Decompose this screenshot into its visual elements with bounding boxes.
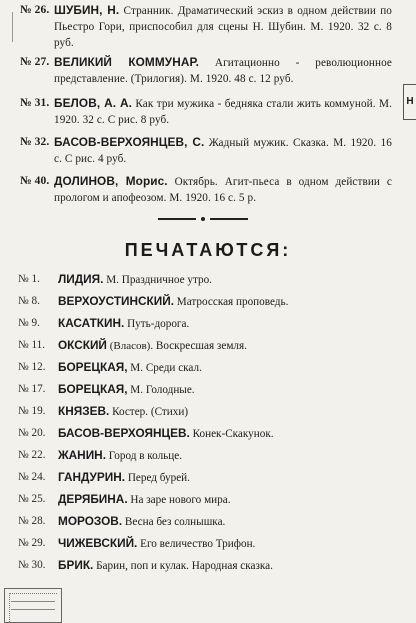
item-number: № 12. (18, 361, 46, 373)
item-number: № 8. (18, 295, 40, 307)
entry-number: № 32. (20, 136, 50, 148)
item-number: № 28. (18, 515, 46, 527)
item-author: ВЕРХОУСТИНСКИЙ. (58, 294, 174, 308)
item-number: № 24. (18, 471, 46, 483)
list-item (18, 312, 398, 334)
entry-description: Октябрь. Агит-пьеса в одном действии с прологом и апофеозом. М. 1920. 16 с. 5 р. (54, 176, 392, 204)
divider-dot (201, 217, 205, 221)
item-title: Его величество Трифон. (140, 538, 256, 550)
item-title: Город в кольце. (108, 450, 183, 462)
item-title: Конек-Скакунок. (192, 428, 274, 440)
item-title: М. Среди скал. (130, 362, 202, 374)
entry-description: Как три мужика - бедняка стали жить коммуной. М. 1920. 32 с. С рис. 8 руб. (54, 98, 392, 126)
list-item (18, 554, 398, 576)
published-entry (20, 134, 392, 167)
list-item (18, 488, 398, 510)
item-number: № 30. (18, 559, 46, 571)
entry-description: Странник. Драматический эскиз в одном действии по Пьестро Гори, приспособил для сцены Н. Шубин. М. 1920. 32 с. 8 руб. (54, 5, 392, 49)
list-item (18, 422, 398, 444)
item-title: Барин, поп и кулак. Народная сказка. (96, 560, 273, 572)
item-title: Весна без солнышка. (124, 516, 226, 528)
entry-author: БАСОВ-ВЕРХОЯНЦЕВ, С. (54, 135, 205, 149)
item-number: № 22. (18, 449, 46, 461)
list-item (18, 268, 398, 290)
stamp-line (11, 609, 55, 610)
entry-author: ВЕЛИКИЙ КОММУНАР. (54, 55, 200, 69)
item-number: № 29. (18, 537, 46, 549)
stamp-line (11, 601, 55, 602)
list-item (18, 532, 398, 554)
list-item (18, 334, 398, 356)
item-title: М. Голодные. (130, 384, 195, 396)
item-number: № 1. (18, 273, 40, 285)
divider-bar-right (210, 218, 248, 220)
item-author: ДЕРЯБИНА. (58, 492, 128, 506)
entry-author: ДОЛИНОВ, Морис. (54, 174, 168, 188)
item-number: № 19. (18, 405, 46, 417)
item-number: № 9. (18, 317, 40, 329)
item-author: БАСОВ-ВЕРХОЯНЦЕВ. (58, 426, 190, 440)
published-entry (20, 2, 392, 51)
item-author: КАСАТКИН. (58, 316, 125, 330)
item-title: Воскресшая земля. (155, 340, 247, 352)
list-item (18, 466, 398, 488)
side-tab-box: Н (403, 84, 416, 120)
library-stamp (4, 588, 62, 623)
item-author: МОРОЗОВ. (58, 514, 123, 528)
list-item (18, 356, 398, 378)
entry-author: БЕЛОВ, А. А. (54, 96, 132, 110)
item-author: ЧИЖЕВСКИЙ. (58, 536, 138, 550)
entry-number: № 40. (20, 175, 50, 187)
entry-number: № 27. (20, 56, 50, 68)
item-title: Путь-дорога. (127, 318, 190, 330)
page-edge-mark (0, 12, 13, 42)
item-title: М. Праздничное утро. (106, 274, 212, 286)
item-title: Матросская проповедь. (176, 296, 289, 308)
entry-number: № 26. (20, 4, 50, 16)
entry-number: № 31. (20, 97, 50, 109)
entry-description: Агитационно - революционное представление. (Трилогия). М. 1920. 48 с. 12 руб. (54, 57, 392, 85)
published-entry (20, 54, 392, 87)
forthcoming-list (18, 268, 398, 576)
section-divider (158, 216, 248, 224)
list-item (18, 400, 398, 422)
item-author: ОКСКИЙ (58, 338, 107, 352)
item-author: ГАНДУРИН. (58, 470, 126, 484)
list-item (18, 444, 398, 466)
item-number: № 25. (18, 493, 46, 505)
section-heading: ПЕЧАТАЮТСЯ: (124, 240, 292, 260)
entry-description: Жадный мужик. Сказка. М. 1920. 16 с. С рис. 4 руб. (54, 137, 392, 165)
item-number: № 17. (18, 383, 46, 395)
stamp-inner-frame (9, 593, 57, 622)
item-number: № 20. (18, 427, 46, 439)
published-entry (20, 173, 392, 206)
list-item (18, 290, 398, 312)
item-author: БРИК. (58, 558, 94, 572)
divider-bar-left (158, 218, 196, 220)
item-author: БОРЕЦКАЯ, (58, 360, 128, 374)
item-title: Костер. (Стихи) (112, 406, 189, 418)
item-author: БОРЕЦКАЯ, (58, 382, 128, 396)
item-author: ЖАНИН. (58, 448, 106, 462)
item-author: ЛИДИЯ. (58, 272, 104, 286)
list-item (18, 378, 398, 400)
item-number: № 11. (18, 339, 46, 351)
list-item (18, 510, 398, 532)
published-entry (20, 95, 392, 128)
item-title: На заре нового мира. (130, 494, 231, 506)
entry-author: ШУБИН, Н. (54, 3, 120, 17)
item-title: Перед бурей. (127, 472, 190, 484)
item-author-note: (Власов). (109, 340, 154, 352)
item-author: КНЯЗЕВ. (58, 404, 110, 418)
